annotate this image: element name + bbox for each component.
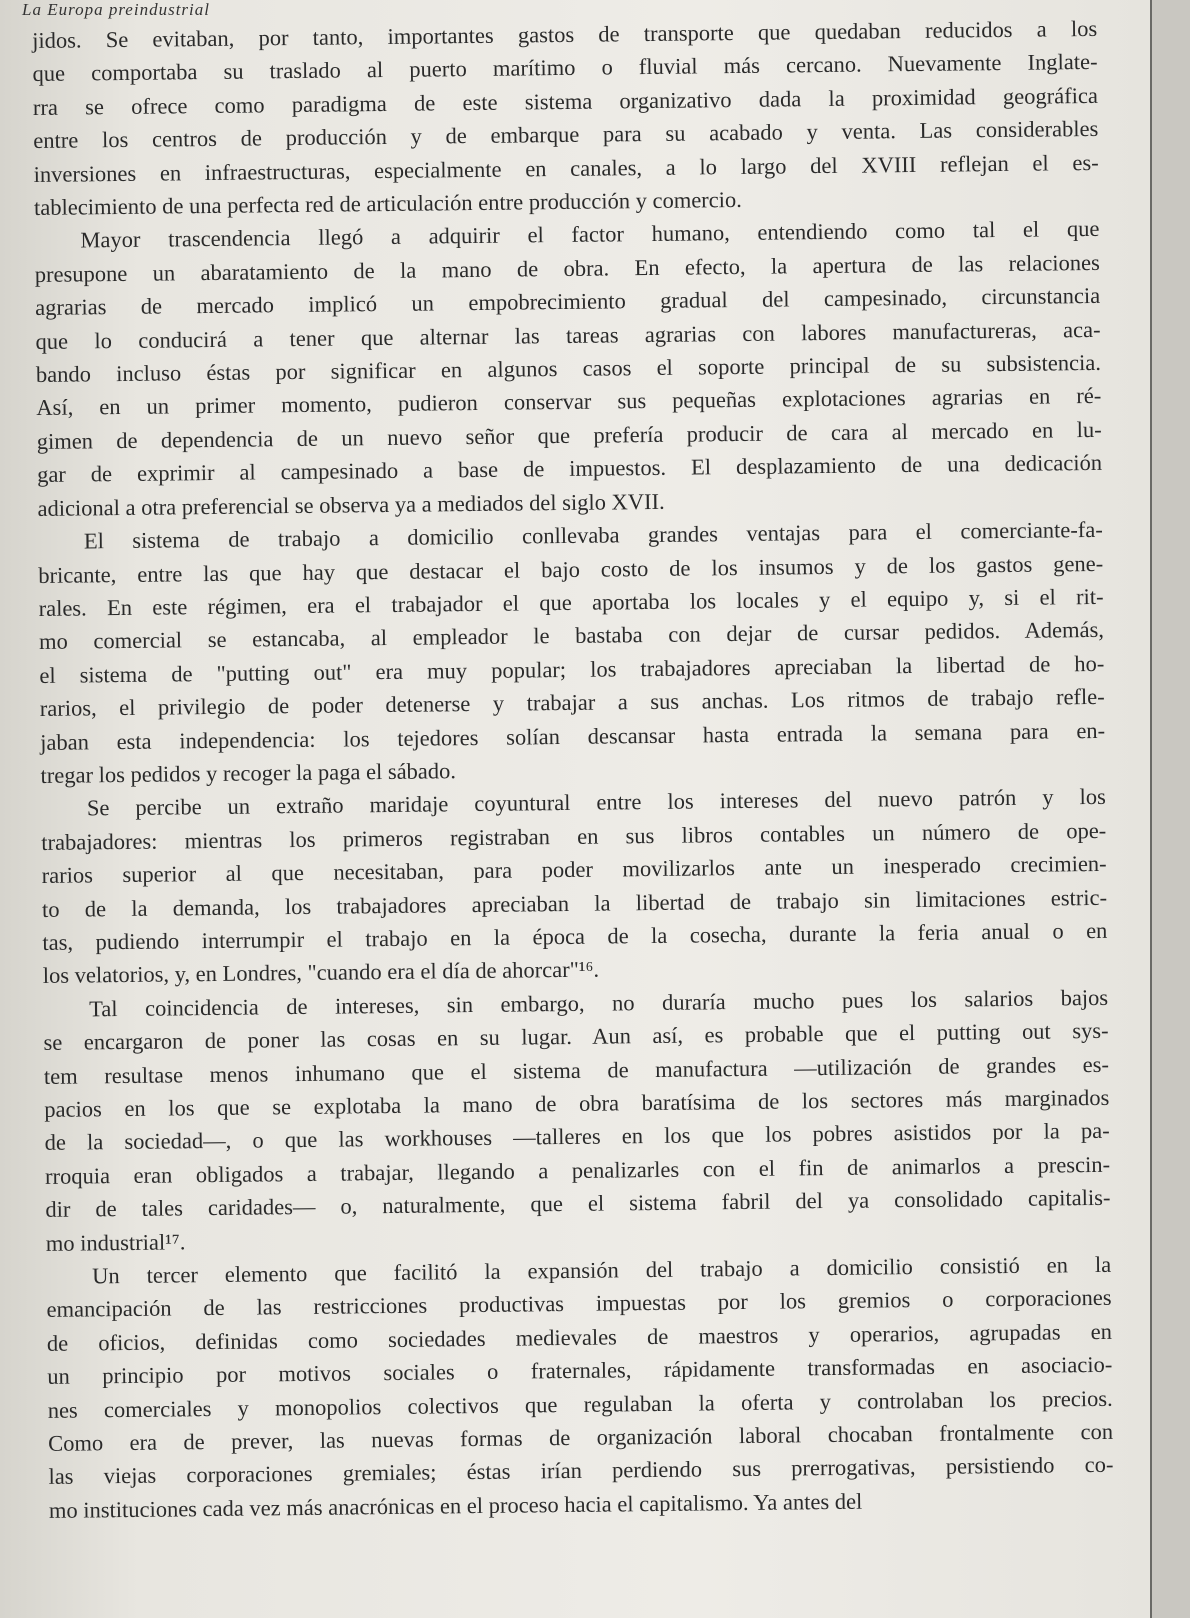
text-line: pacios en los que se explotaba la mano de obra baratísima de los sectores más marginados [44,1084,1110,1122]
text-line: Mayor trascendencia llegó a adquirir el factor humano, entendiendo como tal el que [80,216,1100,253]
text-line: presupone un abaratamiento de la mano de obra. En efecto, la apertura de las relaciones [34,249,1100,287]
text-line: rarios, el privilegio de poder detenerse y trabajar a sus anchas. Los ritmos de trabajo refle- [39,683,1105,722]
page-edge-shadow [1150,0,1190,1618]
text-line: los velatorios, y, en Londres, "cuando era el día de ahorcar"¹⁶. [42,957,600,989]
paragraph [43,981,1111,1260]
paragraph [38,513,1106,792]
text-line: se encargaron de poner las cosas en su lugar. Aun así, es probable que el putting out sys- [43,1018,1109,1056]
text-line: Tal coincidencia de intereses, sin embargo, no duraría mucho pues los salarios bajos [89,984,1109,1022]
text-line: bando incluso éstas por significar en algunos casos el soporte principal de su subsistencia. [35,349,1102,388]
paragraph [34,212,1102,525]
text-line: gimen de dependencia de un nuevo señor que prefería producir de cara al mercado en lu- [36,416,1102,454]
text-line: tablecimiento de una perfecta red de articulación entre producción y comercio. [33,186,742,221]
text-line: emancipación de las restricciones productivas impuestas por los gremios o corporaciones [46,1285,1112,1323]
text-line: de oficios, definidas como sociedades medievales de maestros y operarios, agrupadas en [46,1318,1113,1356]
text-line: tas, pudiendo interrumpir el trabajo en la época de la cosecha, durante la feria anual o en [42,917,1108,955]
text-line: Un tercer elemento que facilitó la expansión del trabajo a domicilio consistió en la [92,1251,1112,1289]
text-line: mo instituciones cada vez más anacrónicas en el proceso hacia el capitalismo. Ya antes del [48,1488,863,1523]
text-line: adicional a otra preferencial se observa ya a mediados del siglo XVII. [37,488,665,521]
text-line: Se percibe un extraño maridaje coyuntural entre los intereses del nuevo patrón y los [86,784,1106,821]
text-line: agrarias de mercado implicó un empobrecimiento gradual del campesinado, circunstancia [35,283,1101,321]
body-text [32,12,1114,1527]
text-line: jidos. Se evitaban, por tanto, importantes gastos de transporte que quedaban reducidos a los [32,15,1098,53]
text-line: que lo conducirá a tener que alternar las tareas agrarias con labores manufactureras, aca- [35,316,1101,354]
text-line: Como era de prever, las nuevas formas de organización laboral chocaban frontalmente con [47,1418,1114,1456]
text-line: inversiones en infraestructuras, especialmente en canales, a lo largo del XVIII reflejan el es- [33,149,1099,187]
text-line: las viejas corporaciones gremiales; éstas irían perdiendo sus prerrogativas, persistiendo co- [48,1452,1114,1490]
text-line: jaban esta independencia: los tejedores solían descansar hasta entrada la semana para en- [40,717,1106,755]
text-line: dir de tales caridades— o, naturalmente, que el sistema fabril del ya consolidado capitalis- [45,1185,1111,1223]
text-line: bricante, entre las que hay que destacar el bajo costo de los insumos y de los gastos gene- [38,550,1104,588]
text-line: Así, en un primer momento, pudieron conservar sus pequeñas explotaciones agrarias en ré- [36,383,1102,421]
text-line: un principio por motivos sociales o fraternales, rápidamente transformadas en asociacio- [47,1352,1113,1390]
text-line: rarios superior al que necesitaban, para poder movilizarlos ante un inesperado crecimien- [41,851,1107,889]
text-line: El sistema de trabajo a domicilio conllevaba grandes ventajas para el comerciante-fa- [83,516,1103,554]
text-line: tem resultase menos inhumano que el sistema de manufactura —utilización de grandes es- [43,1051,1110,1089]
text-line: nes comerciales y monopolios colectivos que regulaban la oferta y controlaban los precios. [47,1385,1113,1423]
text-line: que comportaba su traslado al puerto marítimo o fluvial más cercano. Nuevamente Inglate- [32,49,1098,87]
running-header: La Europa preindustrial [22,0,210,19]
text-line: rales. En este régimen, era el trabajador el que aportaba los locales y el equipo y, si el rit- [38,583,1104,621]
text-line: tregar los pedidos y recoger la paga el sábado. [40,758,457,788]
text-line: gar de exprimir al campesinado a base de impuestos. El desplazamiento de una dedicación [36,450,1103,488]
text-line: rroquia eran obligados a trabajar, llegando a penalizarles con el fin de animarlos a prescin- [44,1151,1111,1189]
text-line: mo industrial¹⁷. [45,1228,186,1256]
text-line: el sistema de "putting out" era muy popular; los trabajadores apreciaban la libertad de ho- [39,650,1105,688]
text-line: trabajadores: mientras los primeros registraban en sus libros contables un número de ope- [41,817,1107,855]
text-line: rra se ofrece como paradigma de este sistema organizativo dada la proximidad geográfica [32,82,1099,120]
text-line: de la sociedad—, o que las workhouses —talleres en los que los pobres asistidos por la pa- [44,1118,1110,1156]
text-line: mo comercial se estancaba, al empleador le bastaba con dejar de cursar pedidos. Además, [38,617,1105,655]
text-line: entre los centros de producción y de embarque para su acabado y venta. Las considerables [33,116,1099,154]
paragraph [41,780,1108,993]
text-line: to de la demanda, los trabajadores apreciaban la libertad de trabajo sin limitaciones estric- [41,884,1108,922]
paragraph [46,1248,1114,1527]
paragraph [32,12,1099,225]
